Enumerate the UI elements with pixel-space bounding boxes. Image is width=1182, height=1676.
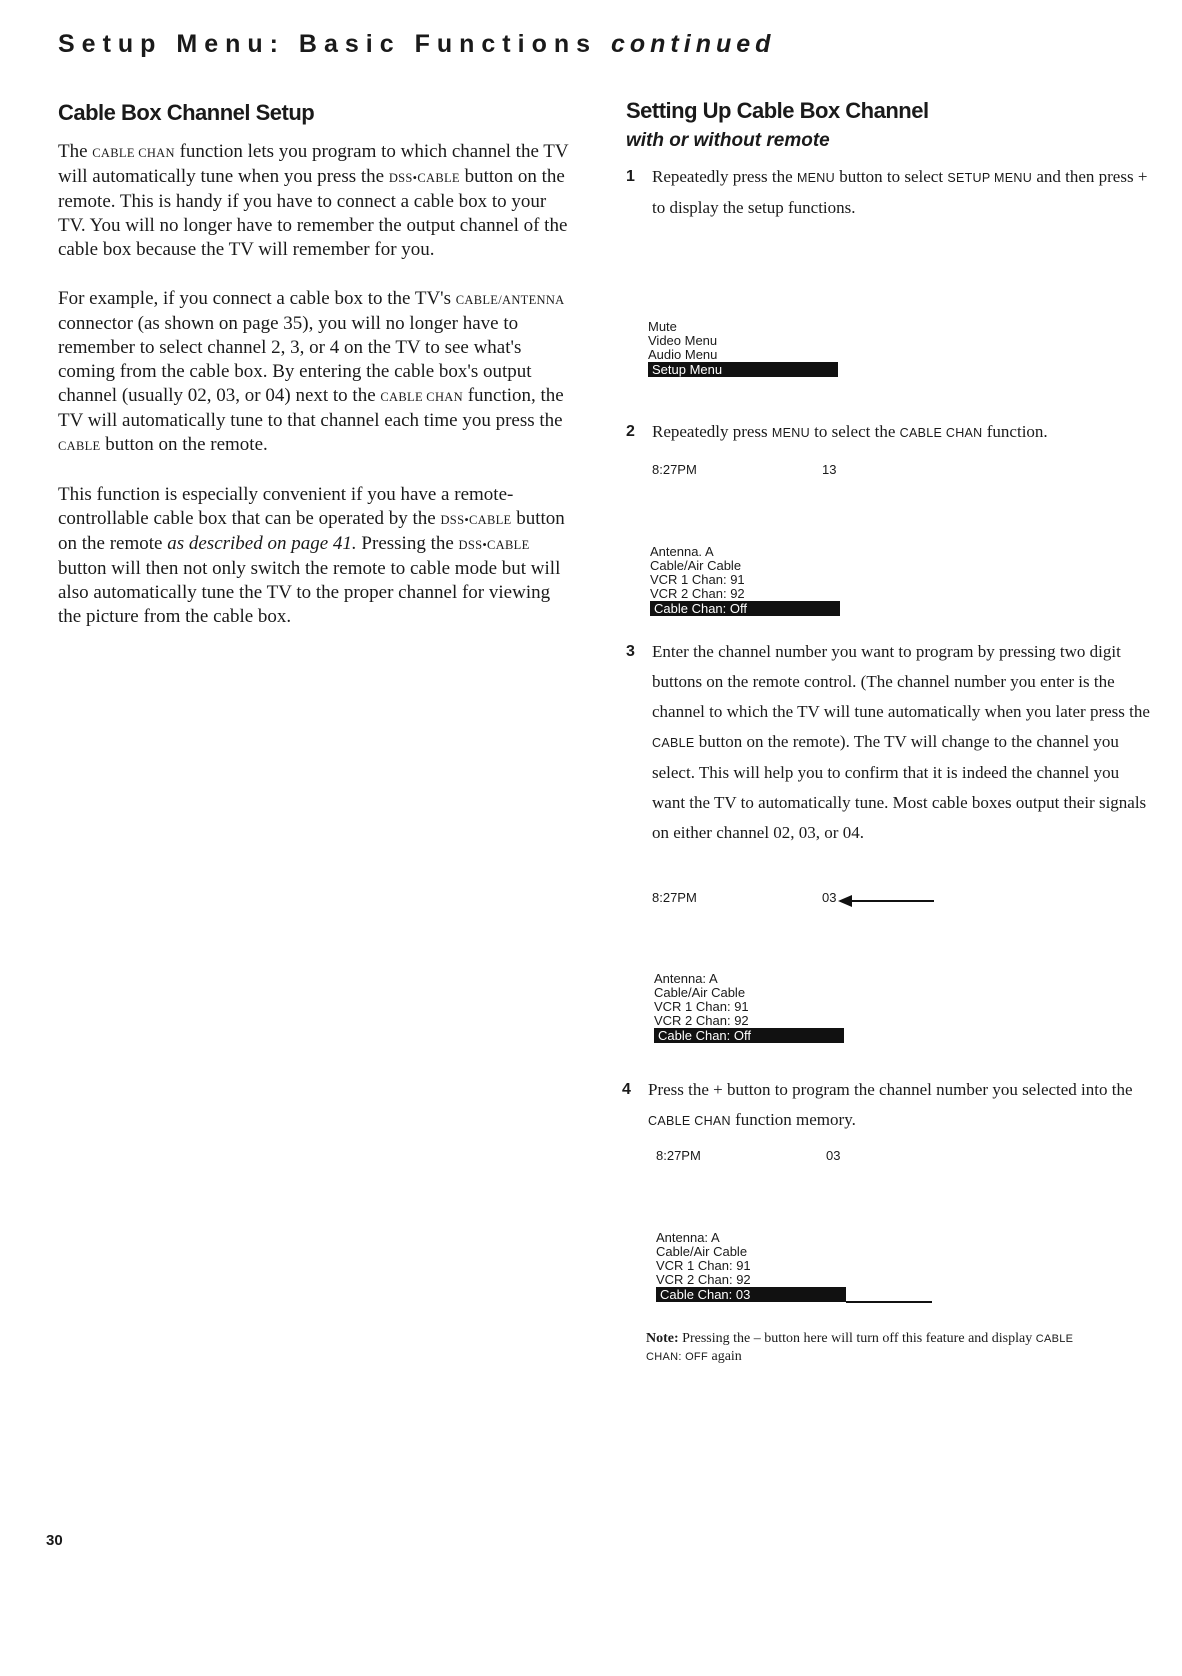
step-number: 2: [626, 423, 635, 440]
osd-time: 8:27PM: [652, 890, 697, 905]
menu-item-selected: Cable Chan: 03: [656, 1287, 846, 1302]
menu-item: Antenna. A: [650, 544, 714, 559]
menu-item: VCR 2 Chan: 92: [650, 586, 745, 601]
section-heading-cable-box-channel-setup: Cable Box Channel Setup: [58, 100, 315, 125]
page-reference: as described on page 41.: [167, 533, 357, 554]
menu-item: Mute: [648, 319, 677, 334]
osd-time: 8:27PM: [656, 1148, 701, 1163]
step-1: 1 Repeatedly press the MENU button to select SETUP MENU and then press + to display the setup functions.: [626, 162, 1152, 223]
menu-item-selected: Setup Menu: [648, 362, 838, 377]
step-number: 3: [626, 643, 635, 660]
page-header: [58, 30, 775, 59]
menu-item: VCR 2 Chan: 92: [656, 1272, 751, 1287]
menu-item: Antenna: A: [654, 971, 718, 986]
step-number: 4: [622, 1081, 631, 1098]
menu-item: Cable/Air Cable: [650, 558, 742, 573]
step-3: 3 Enter the channel number you want to program by pressing two digit buttons on the remote control. (The channel number you enter is the channel to which the TV will tune automatically when you later press the CABLE button on the remote). The TV will change to the channel you select. This will help you to confirm that it is indeed the channel you want the TV to automatically tune. Most cable boxes output their signals on either channel 02, 03, or 04.: [626, 637, 1152, 848]
paragraph-intro: The CABLE CHAN function lets you program to which channel the TV will automatically tune when you press the DSS•CABLE button on the remote. This is handy if you have to connect a cable box to your TV. You will no longer have to remember the output channel of the cable box because the TV will remember for you.: [58, 141, 569, 260]
menu-item: Antenna: A: [656, 1230, 720, 1245]
left-column: [58, 100, 570, 654]
osd-channel: 03: [822, 890, 837, 905]
menu-item: VCR 2 Chan: 92: [654, 1013, 749, 1028]
menu-screen-1: [648, 320, 838, 377]
menu-screen-2: [650, 545, 840, 616]
note-label: Note:: [646, 1331, 679, 1346]
osd-channel: 13: [822, 462, 837, 477]
step-2: 2 Repeatedly press MENU to select the CABLE CHAN function.: [626, 417, 1152, 448]
menu-item-selected: Cable Chan: Off: [654, 1028, 844, 1043]
menu-item-selected: Cable Chan: Off: [650, 601, 840, 616]
menu-item: Cable/Air Cable: [654, 985, 746, 1000]
menu-item: VCR 1 Chan: 91: [654, 999, 749, 1014]
section-heading-setting-up: Setting Up Cable Box Channel: [626, 98, 929, 123]
paragraph-example: For example, if you connect a cable box to the TV's CABLE/ANTENNA connector (as shown on page 35), you will no longer have to remember to select channel 2, 3, or 4 on the TV to see what's coming from the cable box. By entering the cable box's output channel (usually 02, 03, or 04) next to the CABLE CHAN function, the TV will automatically tune to that channel each time you press the CABLE button on the remote.: [58, 288, 565, 455]
pointer-line: [846, 1301, 932, 1303]
menu-item: VCR 1 Chan: 91: [656, 1258, 751, 1273]
menu-screen-3: [654, 972, 844, 1043]
note: Note: Pressing the – button here will turn off this feature and display CABLE CHAN: OFF again: [646, 1331, 1074, 1364]
step-number: 1: [626, 168, 635, 185]
menu-item: Cable/Air Cable: [656, 1244, 748, 1259]
menu-item: Audio Menu: [648, 347, 718, 362]
menu-item: VCR 1 Chan: 91: [650, 572, 745, 587]
paragraph-convenience: This function is especially convenient if you have a remote-controllable cable box that can be operated by the DSS•CABLE button on the remote as described on page 41. Pressing the DSS•CABLE button will then not only switch the remote to cable mode but will also automatically tune the TV to the proper channel for viewing the picture from the cable box.: [58, 484, 565, 627]
step-4: 4 Press the + button to program the channel number you selected into the CABLE CHAN function memory.: [622, 1075, 1148, 1136]
header-title: Setup Menu: Basic Functions: [58, 30, 598, 58]
menu-screen-4: [656, 1231, 846, 1302]
page-number: 30: [46, 1532, 63, 1549]
header-continued: continued: [610, 30, 776, 58]
section-subheading: with or without remote: [626, 130, 830, 151]
right-column: [626, 98, 1146, 152]
menu-item: Video Menu: [648, 333, 718, 348]
osd-time: 8:27PM: [652, 462, 697, 477]
arrow-head-icon: [838, 894, 852, 908]
osd-channel: 03: [826, 1148, 841, 1163]
pointer-arrow: [844, 900, 934, 902]
